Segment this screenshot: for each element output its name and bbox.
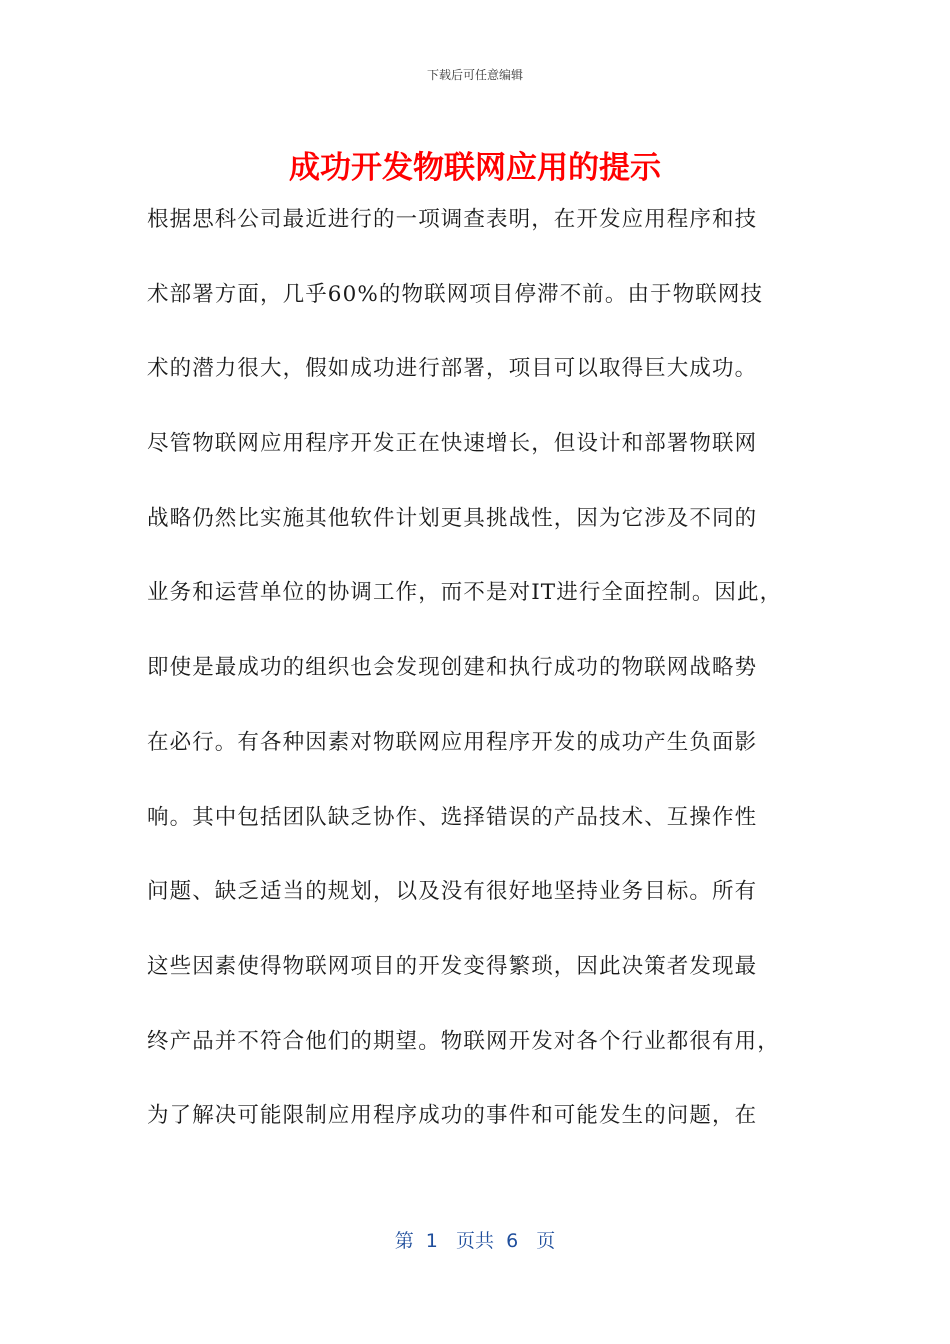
- body-line: 业务和运营单位的协调工作，而不是对IT进行全面控制。因此，: [147, 580, 783, 606]
- body-line: 尽管物联网应用程序开发正在快速增长，但设计和部署物联网: [147, 431, 758, 457]
- body-line: 响。其中包括团队缺乏协作、选择错误的产品技术、互操作性: [147, 804, 758, 830]
- body-line: 这些因素使得物联网项目的开发变得繁琐，因此决策者发现最: [147, 953, 758, 979]
- body-line: 术部署方面，几乎60%的物联网项目停滞不前。由于物联网技: [147, 281, 764, 307]
- page-header-note: 下载后可任意编辑: [426, 68, 523, 82]
- body-line: 根据思科公司最近进行的一项调查表明，在开发应用程序和技: [147, 207, 758, 232]
- body-line: 终产品并不符合他们的期望。物联网开发对各个行业都很有用，: [147, 1028, 780, 1054]
- body-line: 问题、缺乏适当的规划，以及没有很好地坚持业务目标。所有: [147, 879, 758, 905]
- page-number-footer: 第 1 页共 6 页: [394, 1230, 556, 1252]
- body-line: 战略仍然比实施其他软件计划更具挑战性，因为它涉及不同的: [147, 505, 758, 531]
- body-line: 即使是最成功的组织也会发现创建和执行成功的物联网战略势: [147, 655, 758, 681]
- document-body: [147, 198, 837, 1169]
- body-line: 在必行。有各种因素对物联网应用程序开发的成功产生负面影: [147, 729, 758, 755]
- body-line: 为了解决可能限制应用程序成功的事件和可能发生的问题，在: [147, 1103, 758, 1129]
- body-line: 术的潜力很大，假如成功进行部署，项目可以取得巨大成功。: [147, 356, 758, 382]
- document-title: 成功开发物联网应用的提示: [289, 150, 661, 186]
